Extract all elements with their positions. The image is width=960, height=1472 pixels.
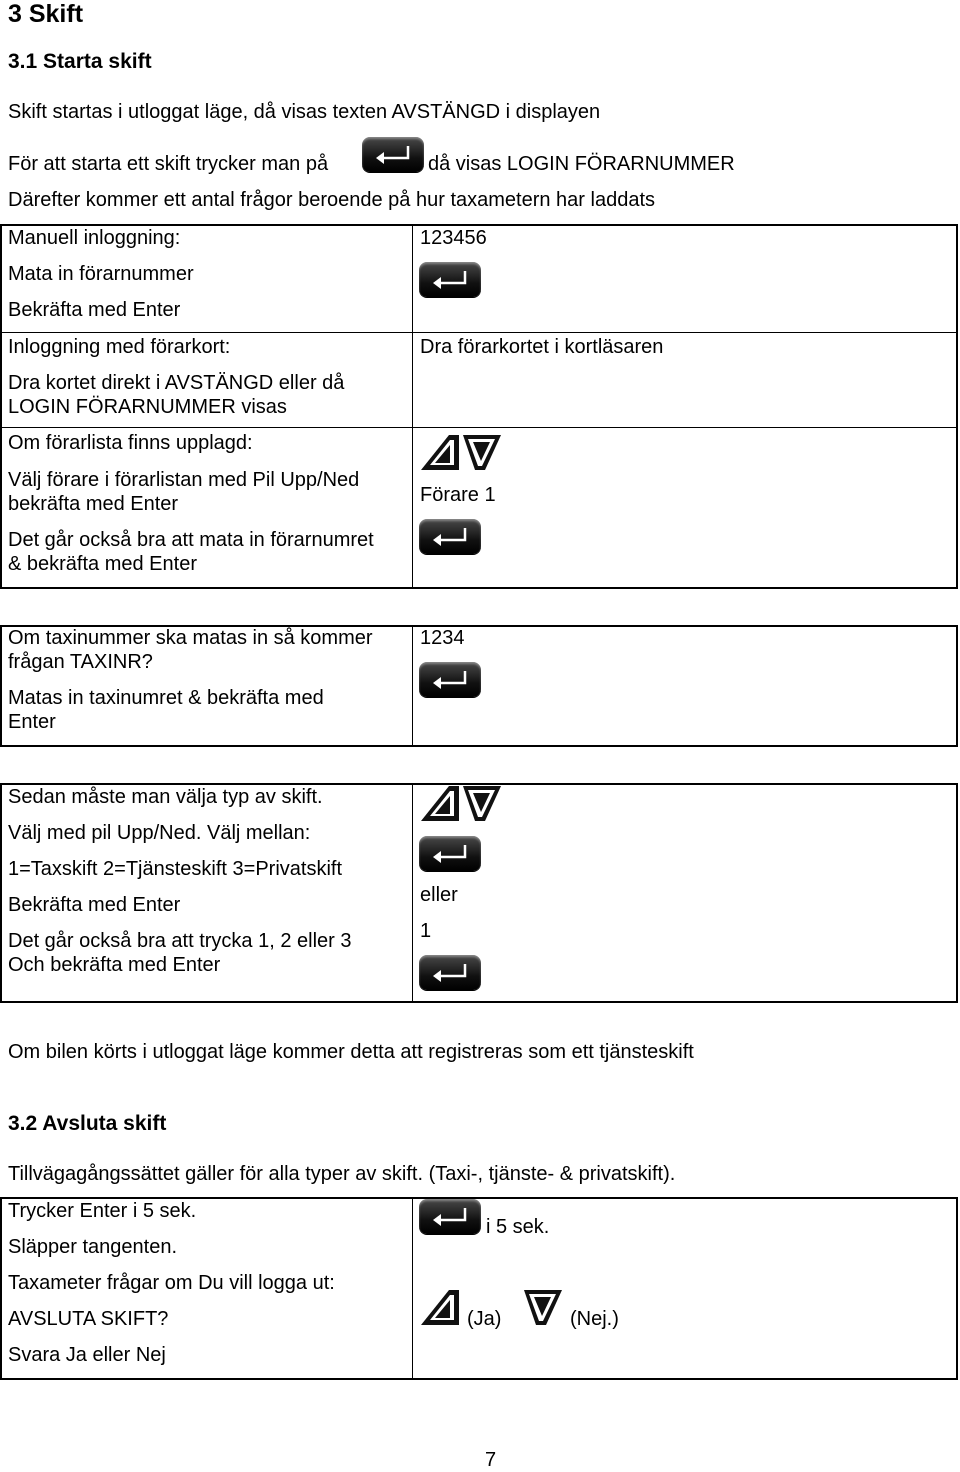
yes-label: (Ja) bbox=[467, 1308, 502, 1330]
hold-enter-text: Trycker Enter i 5 sek. bbox=[8, 1200, 197, 1222]
chapter-heading: 3 Skift bbox=[8, 0, 84, 28]
taxi-number-example: 1234 bbox=[420, 627, 465, 649]
start-instruction-before: För att starta ett skift trycker man på bbox=[8, 153, 329, 175]
confirm-enter-text: Bekräfta med Enter bbox=[8, 299, 181, 321]
enter-driver-number-text: Mata in förarnummer bbox=[8, 263, 194, 285]
logout-question-text: Taxameter frågar om Du vill logga ut: bbox=[8, 1272, 335, 1294]
questions-paragraph: Därefter kommer ett antal frågor beroende på hur taxametern har laddats bbox=[8, 189, 656, 211]
no-label: (Nej.) bbox=[570, 1308, 619, 1330]
answer-yes-no-text: Svara Ja eller Nej bbox=[8, 1344, 166, 1366]
shift-type-alt-line2: Och bekräfta med Enter bbox=[8, 954, 221, 976]
driver-number-example: 123456 bbox=[420, 227, 487, 249]
shift-type-alt-line1: Det går också bra att trycka 1, 2 eller 3 bbox=[8, 930, 352, 952]
section-heading-start: 3.1 Starta skift bbox=[8, 50, 152, 73]
enter-key-icon bbox=[419, 1199, 481, 1234]
start-instruction-after: då visas LOGIN FÖRARNUMMER bbox=[428, 153, 735, 175]
release-key-text: Släpper tangenten. bbox=[8, 1236, 178, 1258]
enter-key-icon bbox=[419, 262, 481, 297]
taxi-number-question-line2: frågan TAXINR? bbox=[8, 651, 153, 673]
end-shift-paragraph: Tillvägagångssättet gäller för alla typer av skift. (Taxi-, tjänste- & privatskift). bbox=[8, 1163, 676, 1185]
driver-list-instruction-line2: bekräfta med Enter bbox=[8, 493, 179, 515]
enter-key-icon bbox=[419, 519, 481, 554]
card-login-label: Inloggning med förarkort: bbox=[8, 336, 231, 358]
shift-type-select: Välj med pil Upp/Ned. Välj mellan: bbox=[8, 822, 311, 844]
card-reader-instruction: Dra förarkortet i kortläsaren bbox=[420, 336, 664, 358]
page-number: 7 bbox=[485, 1449, 497, 1471]
taxi-number-instruction-line1: Matas in taxinumret & bekräfta med bbox=[8, 687, 324, 709]
alt-input-line2: & bekräfta med Enter bbox=[8, 553, 197, 575]
section-heading-end: 3.2 Avsluta skift bbox=[8, 1112, 167, 1135]
taxi-number-instruction-line2: Enter bbox=[8, 711, 56, 733]
down-arrow-icon bbox=[522, 1288, 566, 1328]
alt-input-line1: Det går också bra att mata in förarnumret bbox=[8, 529, 374, 551]
enter-key-icon bbox=[419, 662, 481, 697]
taxi-number-question-line1: Om taxinummer ska matas in så kommer bbox=[8, 627, 373, 649]
or-text: eller bbox=[420, 884, 458, 906]
shift-type-intro: Sedan måste man välja typ av skift. bbox=[8, 786, 323, 808]
up-arrow-icon bbox=[419, 1288, 461, 1328]
number-one-text: 1 bbox=[420, 920, 432, 942]
up-down-arrows-icon bbox=[419, 784, 503, 824]
card-instruction-line1: Dra kortet direkt i AVSTÄNGD eller då bbox=[8, 372, 345, 394]
driver-list-label: Om förarlista finns upplagd: bbox=[8, 432, 253, 454]
enter-key-icon bbox=[419, 836, 481, 871]
driver-list-instruction-line1: Välj förare i förarlistan med Pil Upp/Ned bbox=[8, 469, 360, 491]
enter-key-icon bbox=[419, 955, 481, 990]
shift-type-confirm: Bekräfta med Enter bbox=[8, 894, 181, 916]
selected-driver: Förare 1 bbox=[420, 484, 496, 506]
manual-login-label: Manuell inloggning: bbox=[8, 227, 181, 249]
end-shift-prompt: AVSLUTA SKIFT? bbox=[8, 1308, 169, 1330]
hold-duration-text: i 5 sek. bbox=[486, 1216, 550, 1238]
intro-paragraph: Skift startas i utloggat läge, då visas texten AVSTÄNGD i displayen bbox=[8, 101, 601, 123]
up-down-arrows-icon bbox=[419, 433, 503, 473]
card-instruction-line2: LOGIN FÖRARNUMMER visas bbox=[8, 396, 287, 418]
enter-key-icon bbox=[362, 137, 424, 172]
logged-out-note: Om bilen körts i utloggat läge kommer detta att registreras som ett tjänsteskift bbox=[8, 1041, 694, 1063]
shift-type-options: 1=Taxskift 2=Tjänsteskift 3=Privatskift bbox=[8, 858, 343, 880]
